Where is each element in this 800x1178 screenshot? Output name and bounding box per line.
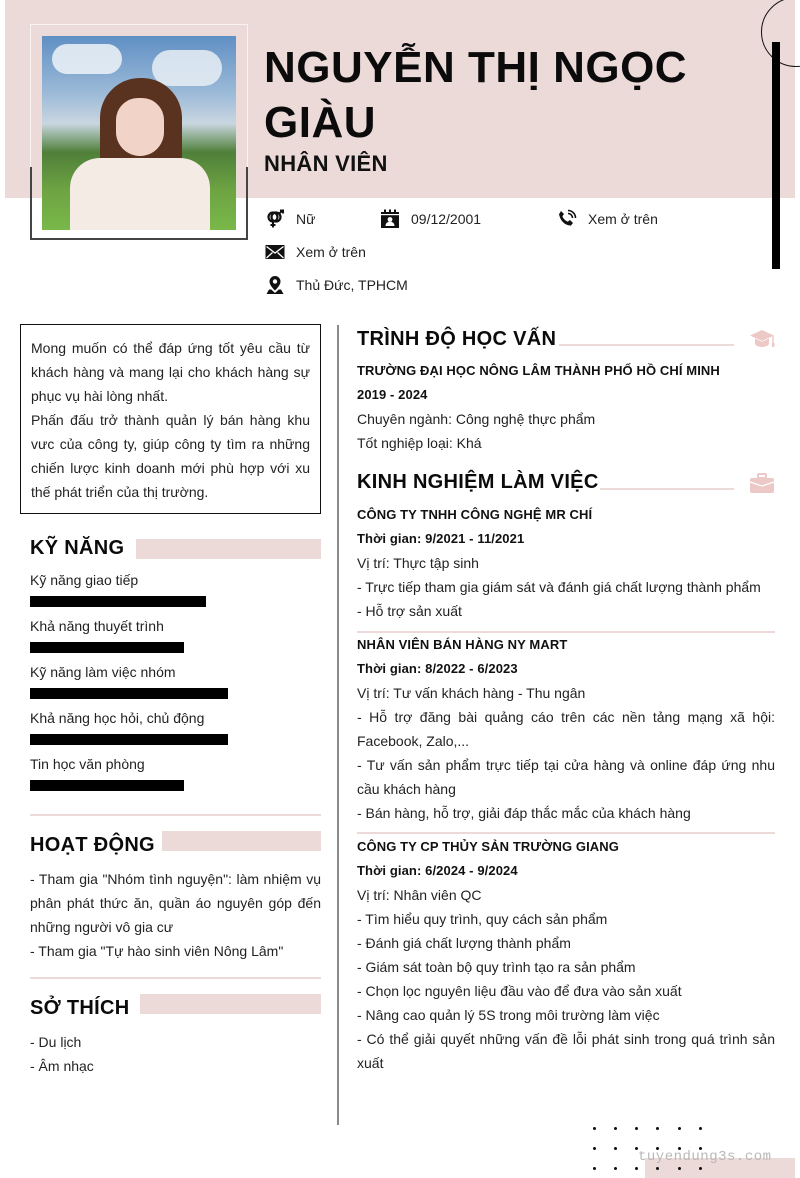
activities-title-accent	[162, 831, 321, 851]
watermark-text: tuyendung3s.com	[638, 1149, 772, 1165]
skill-bar	[30, 596, 206, 607]
career-objective	[20, 324, 321, 514]
job-separator	[357, 631, 775, 633]
job-position: Vị trí: Nhân viên QC	[357, 887, 482, 903]
contact-address	[265, 275, 408, 295]
job-position: Vị trí: Tư vấn khách hàng - Thu ngân	[357, 685, 586, 701]
school-name: TRƯỜNG ĐẠI HỌC NÔNG LÂM THÀNH PHỐ HỒ CHÍ MINH	[357, 363, 720, 378]
job-duty: - Đánh giá chất lượng thành phẩm	[357, 935, 571, 951]
education-grade: Tốt nghiệp loại: Khá	[357, 435, 482, 451]
job-duty: - Trực tiếp tham gia giám sát và đánh giá chất lượng thành phẩm	[357, 579, 761, 595]
job-period: Thời gian: 9/2021 - 11/2021	[357, 531, 525, 546]
skill-bar	[30, 734, 228, 745]
gender-icon	[265, 209, 285, 229]
hobbies-title: SỞ THÍCH	[30, 997, 130, 1019]
job-duty: - Tìm hiểu quy trình, quy cách sản phẩm	[357, 911, 608, 927]
skills-title: KỸ NĂNG	[30, 537, 125, 559]
job-company: CÔNG TY TNHH CÔNG NGHỆ MR CHÍ	[357, 507, 593, 522]
gender-value: Nữ	[296, 211, 316, 227]
envelope-icon	[265, 242, 285, 262]
profile-photo-frame	[30, 24, 248, 240]
activities-title: HOẠT ĐỘNG	[30, 834, 155, 856]
column-divider	[337, 325, 339, 1125]
job-duty: - Giám sát toàn bộ quy trình tạo ra sản phẩm	[357, 959, 636, 975]
skill-bar	[30, 688, 228, 699]
phone-value: Xem ở trên	[588, 211, 658, 227]
address-value: Thủ Đức, TPHCM	[296, 277, 408, 293]
email-value: Xem ở trên	[296, 244, 366, 260]
skill-bar	[30, 780, 184, 791]
job-position: Vị trí: Thực tập sinh	[357, 555, 479, 571]
contact-birthday	[380, 209, 481, 229]
section-separator	[30, 977, 321, 979]
education-major: Chuyên ngành: Công nghệ thực phẩm	[357, 411, 596, 427]
candidate-name: NGUYỄN THỊ NGỌC GIÀU	[264, 43, 688, 147]
job-period: Thời gian: 8/2022 - 6/2023	[357, 661, 518, 676]
hobby-item: - Du lịch	[30, 1034, 82, 1050]
activity-item: - Tham gia "Nhóm tình nguyện": làm nhiệm vụ phân phát thức ăn, quần áo nguyên góp đến những người vô gia cư	[30, 871, 321, 935]
activity-item: - Tham gia "Tự hào sinh viên Nông Lâm"	[30, 943, 284, 959]
objective-paragraph-2: Phấn đấu trở thành quản lý bán hàng khu vưc của công ty, giúp công ty tìm ra những chiến lược kinh doanh mới phù hợp với xu thế phát triển của thị trường.	[31, 412, 310, 500]
education-title: TRÌNH ĐỘ HỌC VẤN	[357, 328, 557, 350]
experience-title: KINH NGHIỆM LÀM VIỆC	[357, 471, 599, 493]
contact-gender	[265, 209, 315, 229]
skill-label: Kỹ năng giao tiếp	[30, 572, 139, 588]
job-duty: - Tư vấn sản phẩm trực tiếp tại cửa hàng và online đáp ứng nhu cầu khách hàng	[357, 757, 775, 797]
skills-title-accent	[136, 539, 321, 559]
job-duty: - Chọn lọc nguyên liệu đầu vào để đưa vào sản xuất	[357, 983, 682, 999]
skill-label: Kỹ năng làm việc nhóm	[30, 664, 176, 680]
job-period: Thời gian: 6/2024 - 9/2024	[357, 863, 518, 878]
job-company: NHÂN VIÊN BÁN HÀNG NY MART	[357, 637, 568, 652]
profile-photo	[42, 36, 236, 230]
job-title: NHÂN VIÊN	[264, 151, 388, 176]
briefcase-icon	[749, 473, 775, 499]
skill-label: Khả năng thuyết trình	[30, 618, 164, 634]
job-duty: - Hỗ trợ sản xuất	[357, 603, 462, 619]
skill-bar	[30, 642, 184, 653]
job-duty: - Có thể giải quyết những vấn đề lỗi phát sinh trong quá trình sản xuất	[357, 1031, 775, 1071]
skill-label: Tin học văn phòng	[30, 756, 145, 772]
contact-phone	[557, 209, 658, 229]
job-duty: - Nâng cao quản lý 5S trong môi trường làm việc	[357, 1007, 660, 1023]
birthday-value: 09/12/2001	[411, 211, 482, 227]
education-title-line	[559, 344, 734, 346]
calendar-icon	[380, 209, 400, 229]
objective-paragraph-1: Mong muốn có thể đáp ứng tốt yêu cầu từ khách hàng và mang lại cho khách hàng sự phục vụ hài lòng nhất.	[31, 340, 310, 404]
skill-label: Khả năng học hỏi, chủ động	[30, 710, 205, 726]
job-duty: - Bán hàng, hỗ trợ, giải đáp thắc mắc của khách hàng	[357, 805, 691, 821]
map-pin-icon	[265, 275, 285, 295]
job-duty: - Hỗ trợ đăng bài quảng cáo trên các nền tảng mạng xã hội: Facebook, Zalo,...	[357, 709, 775, 749]
hobby-item: - Âm nhạc	[30, 1058, 94, 1074]
education-years: 2019 - 2024	[357, 387, 428, 402]
job-company: CÔNG TY CP THỦY SẢN TRƯỜNG GIANG	[357, 839, 619, 854]
decorative-vertical-bar	[772, 42, 780, 269]
job-separator	[357, 832, 775, 834]
experience-title-line	[600, 488, 734, 490]
contact-email	[265, 242, 366, 262]
hobbies-title-accent	[140, 994, 321, 1014]
section-separator	[30, 814, 321, 816]
phone-icon	[557, 209, 577, 229]
graduation-cap-icon	[749, 329, 777, 354]
